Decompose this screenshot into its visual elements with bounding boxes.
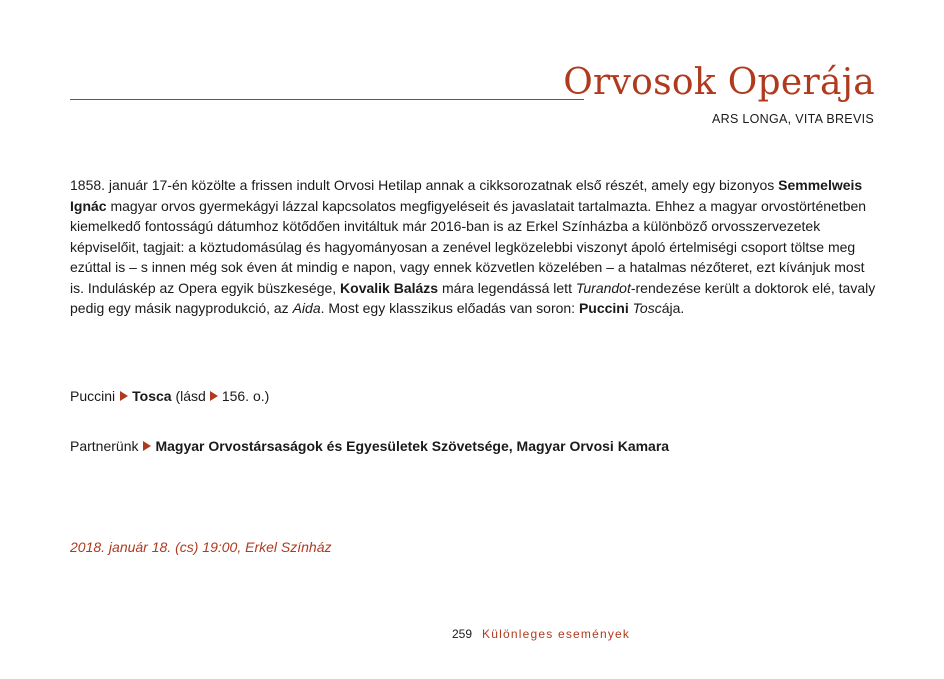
section-name: Különleges események: [482, 627, 631, 641]
intro-bold-semmelweis: Semmelweis Ignác: [70, 177, 863, 214]
page-title: Orvosok Operája: [563, 62, 875, 103]
arrow-right-icon: [210, 391, 218, 401]
arrow-right-icon: [120, 391, 128, 401]
partner-line: [70, 438, 669, 454]
intro-bold-kovalik: Kovalik Balázs: [340, 279, 439, 296]
page-footer: [452, 627, 630, 641]
page-number: 259: [452, 627, 473, 641]
partner-names: Magyar Orvostársaságok és Egyesületek Szövetsége, Magyar Orvosi Kamara: [155, 438, 670, 454]
intro-text-2: magyar orvos gyermekágyi lázzal kapcsolatos megfigyeléseit és javaslatait tartalmazta. Ehhez a magyar orvostörténetben kiemelkedő fontosságú dátumhoz kötődően invitáltuk már 2016-ban is az Erkel Színházba a különböző orvosszervezetek képviselőit, tagjait: a köztudomásúlag és hagyományosan a zenével legközelebbi viszonyt ápoló értelmiségi csoport töltse meg ezúttal is – s innen még sok éven át mindig e napon, vagy ennek közvetlen közelében – a hatalmas nézőteret, ezt kívánjuk most is. Induláskép az Opera egyik büszkesége,: [70, 197, 867, 296]
work-title[interactable]: Tosca: [132, 388, 172, 404]
intro-paragraph: [70, 175, 882, 319]
work-line: [70, 388, 269, 404]
intro-italic-aida: Aida: [292, 300, 321, 316]
intro-text-3: mára legendássá lett: [438, 279, 576, 296]
arrow-right-icon: [143, 441, 151, 451]
work-ref-open: (lásd: [175, 388, 206, 404]
work-composer: Puccini: [70, 388, 116, 404]
intro-text-4: -rendezése került a doktorok elé, tavaly pedig egy másik nagyprodukció, az: [70, 279, 876, 316]
page-subtitle: ARS LONGA, VITA BREVIS: [712, 112, 874, 126]
intro-italic-tosca: Tosc: [632, 300, 662, 316]
partner-label: Partnerünk: [70, 438, 139, 454]
intro-text-7: ája.: [661, 300, 685, 316]
intro-italic-turandot: Turandot: [575, 279, 631, 296]
header-rule: [70, 99, 584, 100]
event-date-venue: 2018. január 18. (cs) 19:00, Erkel Színház: [70, 539, 332, 555]
intro-text-5: . Most egy klasszikus előadás van soron:: [320, 300, 579, 316]
intro-bold-puccini: Puccini: [578, 300, 629, 316]
work-ref-page[interactable]: 156. o.): [221, 388, 270, 404]
intro-text-1: 1858. január 17-én közölte a frissen indult Orvosi Hetilap annak a cikksorozatnak első részét, amely egy bizonyos: [70, 177, 779, 193]
